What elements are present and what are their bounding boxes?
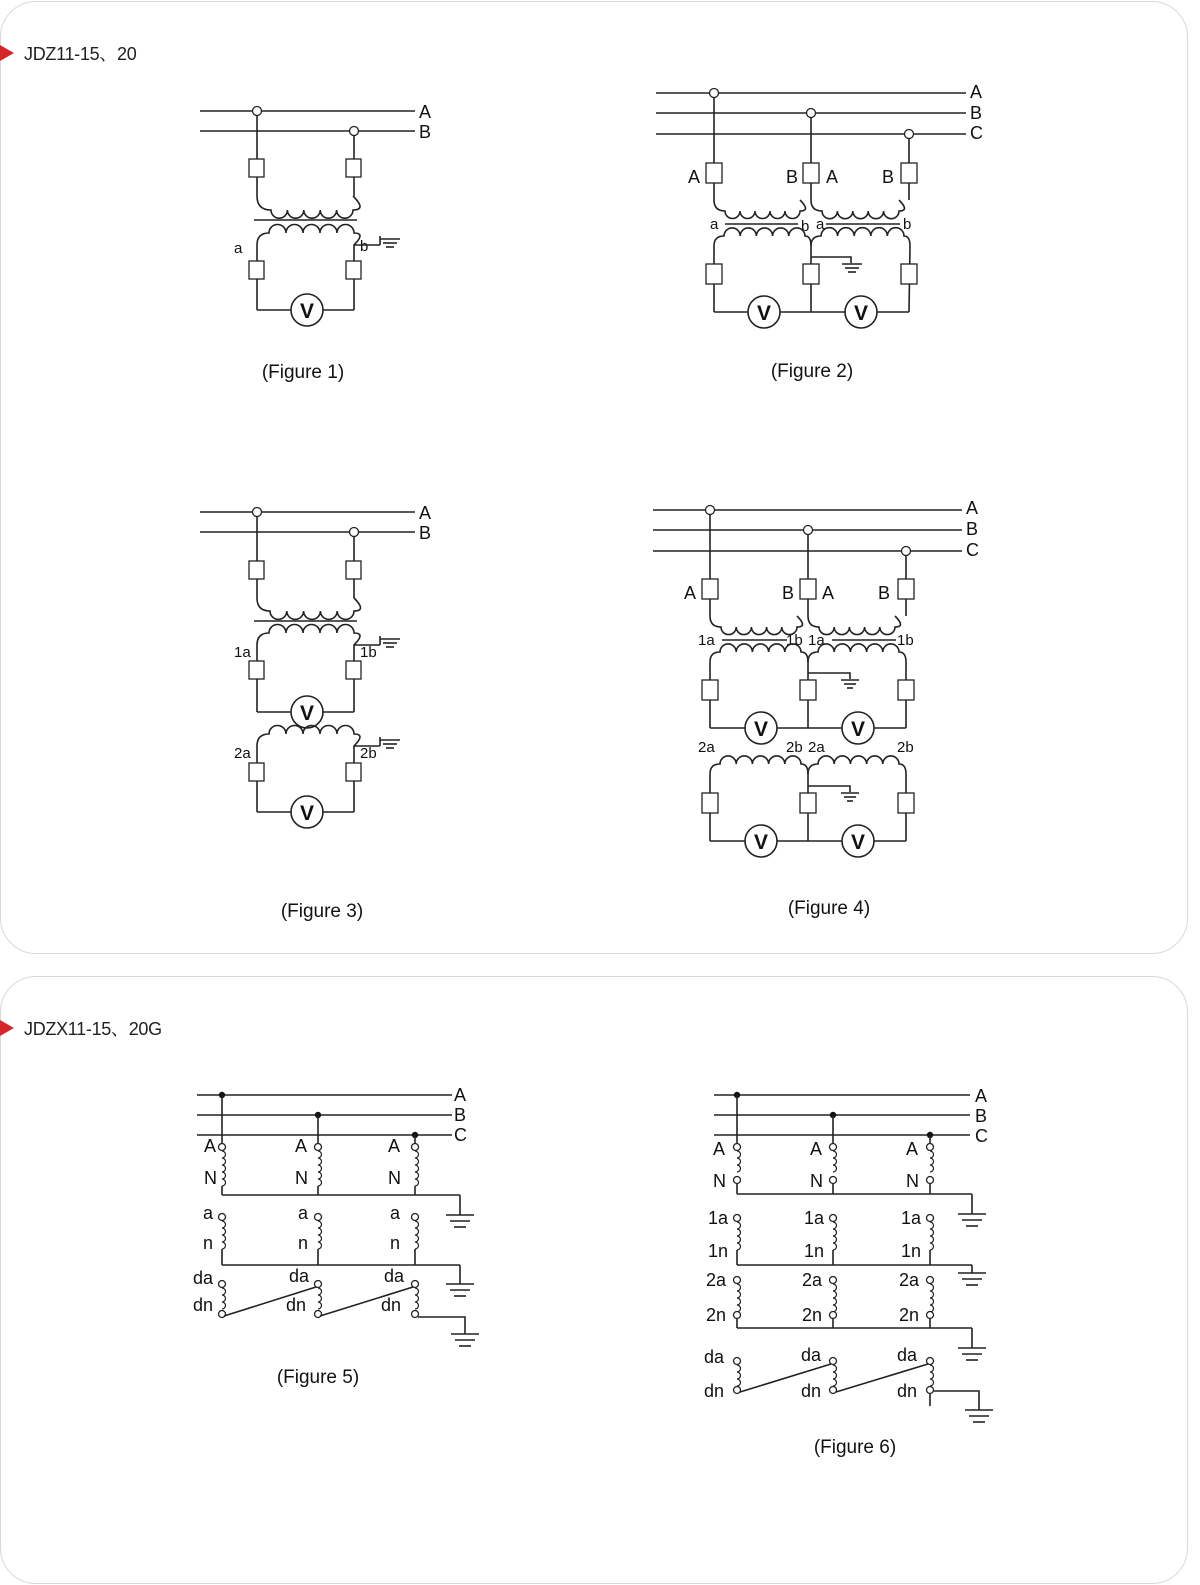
- terminal-label: 1n: [804, 1241, 825, 1261]
- fuse: [898, 579, 914, 599]
- fuse: [898, 680, 914, 700]
- primary-winding: [257, 196, 360, 218]
- bus-label-b: B: [454, 1105, 467, 1125]
- terminal-label: dn: [801, 1381, 822, 1401]
- terminal-label: a: [710, 216, 719, 233]
- terminal-label: 1a: [808, 632, 825, 649]
- figure-caption: (Figure 4): [787, 898, 871, 919]
- terminal-label: B: [878, 583, 891, 603]
- terminal-label: da: [704, 1347, 725, 1367]
- terminal-label: 1a: [698, 632, 715, 649]
- secondary-winding: [257, 225, 360, 311]
- residual-winding: [704, 1345, 979, 1410]
- fuse: [803, 163, 819, 183]
- terminal-label: n: [298, 1233, 309, 1253]
- coil: [222, 1151, 226, 1186]
- secondary-winding-1: [257, 625, 360, 713]
- ground-icon: [446, 1284, 474, 1296]
- fuse: [800, 793, 816, 813]
- terminal-label: N: [295, 1168, 308, 1188]
- terminal-label: da: [384, 1266, 405, 1286]
- terminal-label: A: [713, 1139, 726, 1159]
- voltmeter-label: V: [853, 302, 869, 325]
- terminal-label: B: [882, 167, 895, 187]
- figure-5: [193, 1085, 479, 1388]
- terminal-label: A: [688, 167, 701, 187]
- terminal-label: dn: [704, 1381, 725, 1401]
- ground-icon: [842, 264, 862, 272]
- terminal-label: 1a: [901, 1208, 922, 1228]
- terminal-label: 2a: [899, 1270, 920, 1290]
- voltmeter-label: V: [753, 831, 769, 854]
- voltmeter-label: V: [299, 702, 315, 725]
- fuse: [249, 763, 264, 781]
- secondary-winding: [811, 228, 910, 312]
- terminal-label: 2a: [808, 739, 825, 756]
- terminal-label: dn: [381, 1295, 402, 1315]
- fuse: [346, 261, 361, 279]
- bus-label-b: B: [966, 519, 979, 539]
- fuse: [800, 680, 816, 700]
- bus-label-c: C: [970, 123, 983, 143]
- terminal-label: 2a: [698, 739, 715, 756]
- fuse: [702, 579, 718, 599]
- figure-caption: (Figure 2): [770, 361, 854, 382]
- figure-caption: (Figure 1): [261, 362, 345, 383]
- terminal-label: a: [816, 216, 825, 233]
- fuse: [702, 793, 718, 813]
- voltmeter-label: V: [753, 718, 769, 741]
- fuse: [346, 561, 361, 579]
- secondary-winding-2: [257, 726, 360, 813]
- voltmeter-label: V: [850, 831, 866, 854]
- figure-2: [656, 82, 983, 382]
- bus-label-a: A: [454, 1085, 467, 1105]
- terminal-label: N: [388, 1168, 401, 1188]
- bus-label-b: B: [419, 122, 432, 142]
- bus-label-a: A: [970, 82, 983, 102]
- terminal-label: 1n: [708, 1241, 729, 1261]
- ground-icon: [841, 793, 859, 801]
- terminal-label: da: [193, 1268, 214, 1288]
- primary-winding: [714, 200, 806, 219]
- terminal-label: 1a: [708, 1208, 729, 1228]
- section-title: JDZX11-15、20G: [24, 1019, 162, 1039]
- terminal-label: A: [906, 1139, 919, 1159]
- coil: [415, 1151, 419, 1186]
- terminal-label: N: [713, 1171, 726, 1191]
- ground-icon: [958, 1348, 986, 1360]
- residual-winding: [193, 1266, 465, 1334]
- terminal-label: 1a: [804, 1208, 825, 1228]
- secondary-an: [203, 1203, 419, 1265]
- terminal-label: 2b: [897, 739, 914, 756]
- bus-label-a: A: [419, 102, 432, 122]
- voltmeter-label: V: [299, 802, 315, 825]
- terminal-label: N: [810, 1171, 823, 1191]
- figure-caption: (Figure 5): [276, 1367, 360, 1388]
- terminal-label: B: [782, 583, 795, 603]
- terminal-label: 2a: [234, 745, 251, 762]
- figure-caption: (Figure 3): [280, 901, 364, 922]
- terminal-label: b: [903, 216, 912, 233]
- voltmeter-label: V: [299, 300, 315, 323]
- figure-3: [200, 503, 431, 922]
- voltmeter-label: V: [756, 302, 772, 325]
- terminal-label: 1b: [786, 632, 803, 649]
- ground-icon: [380, 236, 400, 247]
- bus-label-b: B: [419, 523, 432, 543]
- fuse: [901, 163, 917, 183]
- fuse: [702, 680, 718, 700]
- section-title: JDZ11-15、20: [24, 44, 137, 64]
- fuse: [346, 661, 361, 679]
- secondary-winding-2: [710, 756, 808, 841]
- terminal-label: 2n: [899, 1305, 920, 1325]
- terminal-label: dn: [897, 1381, 918, 1401]
- terminal-label: a: [298, 1203, 309, 1223]
- figure-1: [200, 102, 431, 383]
- terminal-label: n: [203, 1233, 214, 1253]
- terminal-label: n: [390, 1233, 401, 1253]
- ground-icon: [380, 636, 400, 647]
- terminal-label: 1n: [901, 1241, 922, 1261]
- terminal-label: 1a: [234, 644, 251, 661]
- ground-icon: [380, 737, 400, 748]
- terminal-label: b: [360, 238, 369, 255]
- terminal-label: A: [295, 1136, 308, 1156]
- primary-winding: [257, 598, 360, 619]
- bus-label-c: C: [975, 1126, 988, 1146]
- fuse: [249, 661, 264, 679]
- figure-6: [704, 1086, 993, 1458]
- bus-label-b: B: [975, 1106, 988, 1126]
- fuse: [249, 561, 264, 579]
- terminal-label: A: [822, 583, 835, 603]
- fuse: [706, 163, 722, 183]
- terminal-label: 2n: [706, 1305, 727, 1325]
- fuse: [346, 159, 361, 177]
- terminal-label: A: [826, 167, 839, 187]
- fuse: [249, 261, 264, 279]
- bus-label-a: A: [966, 498, 979, 518]
- fuse: [898, 793, 914, 813]
- terminal-label: 1b: [360, 644, 377, 661]
- coil: [318, 1151, 322, 1186]
- secondary-2: [706, 1270, 934, 1328]
- terminal-label: N: [906, 1171, 919, 1191]
- terminal-label: N: [204, 1168, 217, 1188]
- secondary-winding-1: [710, 644, 808, 728]
- terminal-label: a: [203, 1203, 214, 1223]
- terminal-label: a: [234, 240, 243, 257]
- figure-4: [653, 498, 979, 919]
- terminal-label: A: [204, 1136, 217, 1156]
- terminal-label: dn: [193, 1295, 214, 1315]
- bus-label-c: C: [966, 540, 979, 560]
- bus-label-c: C: [454, 1125, 467, 1145]
- terminal-label: a: [390, 1203, 401, 1223]
- terminal-label: 2b: [786, 739, 803, 756]
- bus-label-a: A: [975, 1086, 988, 1106]
- fuse: [249, 159, 264, 177]
- terminal-label: A: [684, 583, 697, 603]
- bus-label-b: B: [970, 103, 983, 123]
- terminal-label: 1b: [897, 632, 914, 649]
- terminal-label: 2a: [802, 1270, 823, 1290]
- secondary-winding: [714, 228, 811, 312]
- ground-icon: [958, 1214, 986, 1226]
- fuse: [706, 264, 722, 284]
- terminal-label: B: [786, 167, 799, 187]
- terminal-label: 2a: [706, 1270, 727, 1290]
- terminal-label: A: [388, 1136, 401, 1156]
- ground-icon: [451, 1334, 479, 1346]
- fuse: [346, 763, 361, 781]
- fuse: [800, 579, 816, 599]
- ground-icon: [841, 680, 859, 688]
- ground-icon: [446, 1215, 474, 1227]
- terminal-label: da: [897, 1345, 918, 1365]
- secondary-winding-1: [808, 644, 906, 728]
- terminal-label: 2n: [802, 1305, 823, 1325]
- terminal-label: b: [801, 218, 810, 235]
- fuse: [901, 264, 917, 284]
- fuse: [803, 264, 819, 284]
- terminal-label: dn: [286, 1295, 307, 1315]
- primary-winding: [811, 200, 905, 219]
- secondary-1: [708, 1208, 934, 1265]
- terminal-label: da: [801, 1345, 822, 1365]
- ground-icon: [958, 1273, 986, 1285]
- terminal-label: da: [289, 1266, 310, 1286]
- voltmeter-label: V: [850, 718, 866, 741]
- ground-icon: [965, 1410, 993, 1422]
- bus-label-a: A: [419, 503, 432, 523]
- terminal-label: A: [810, 1139, 823, 1159]
- figure-caption: (Figure 6): [813, 1437, 897, 1458]
- secondary-winding-2: [808, 756, 906, 841]
- terminal-label: 2b: [360, 745, 377, 762]
